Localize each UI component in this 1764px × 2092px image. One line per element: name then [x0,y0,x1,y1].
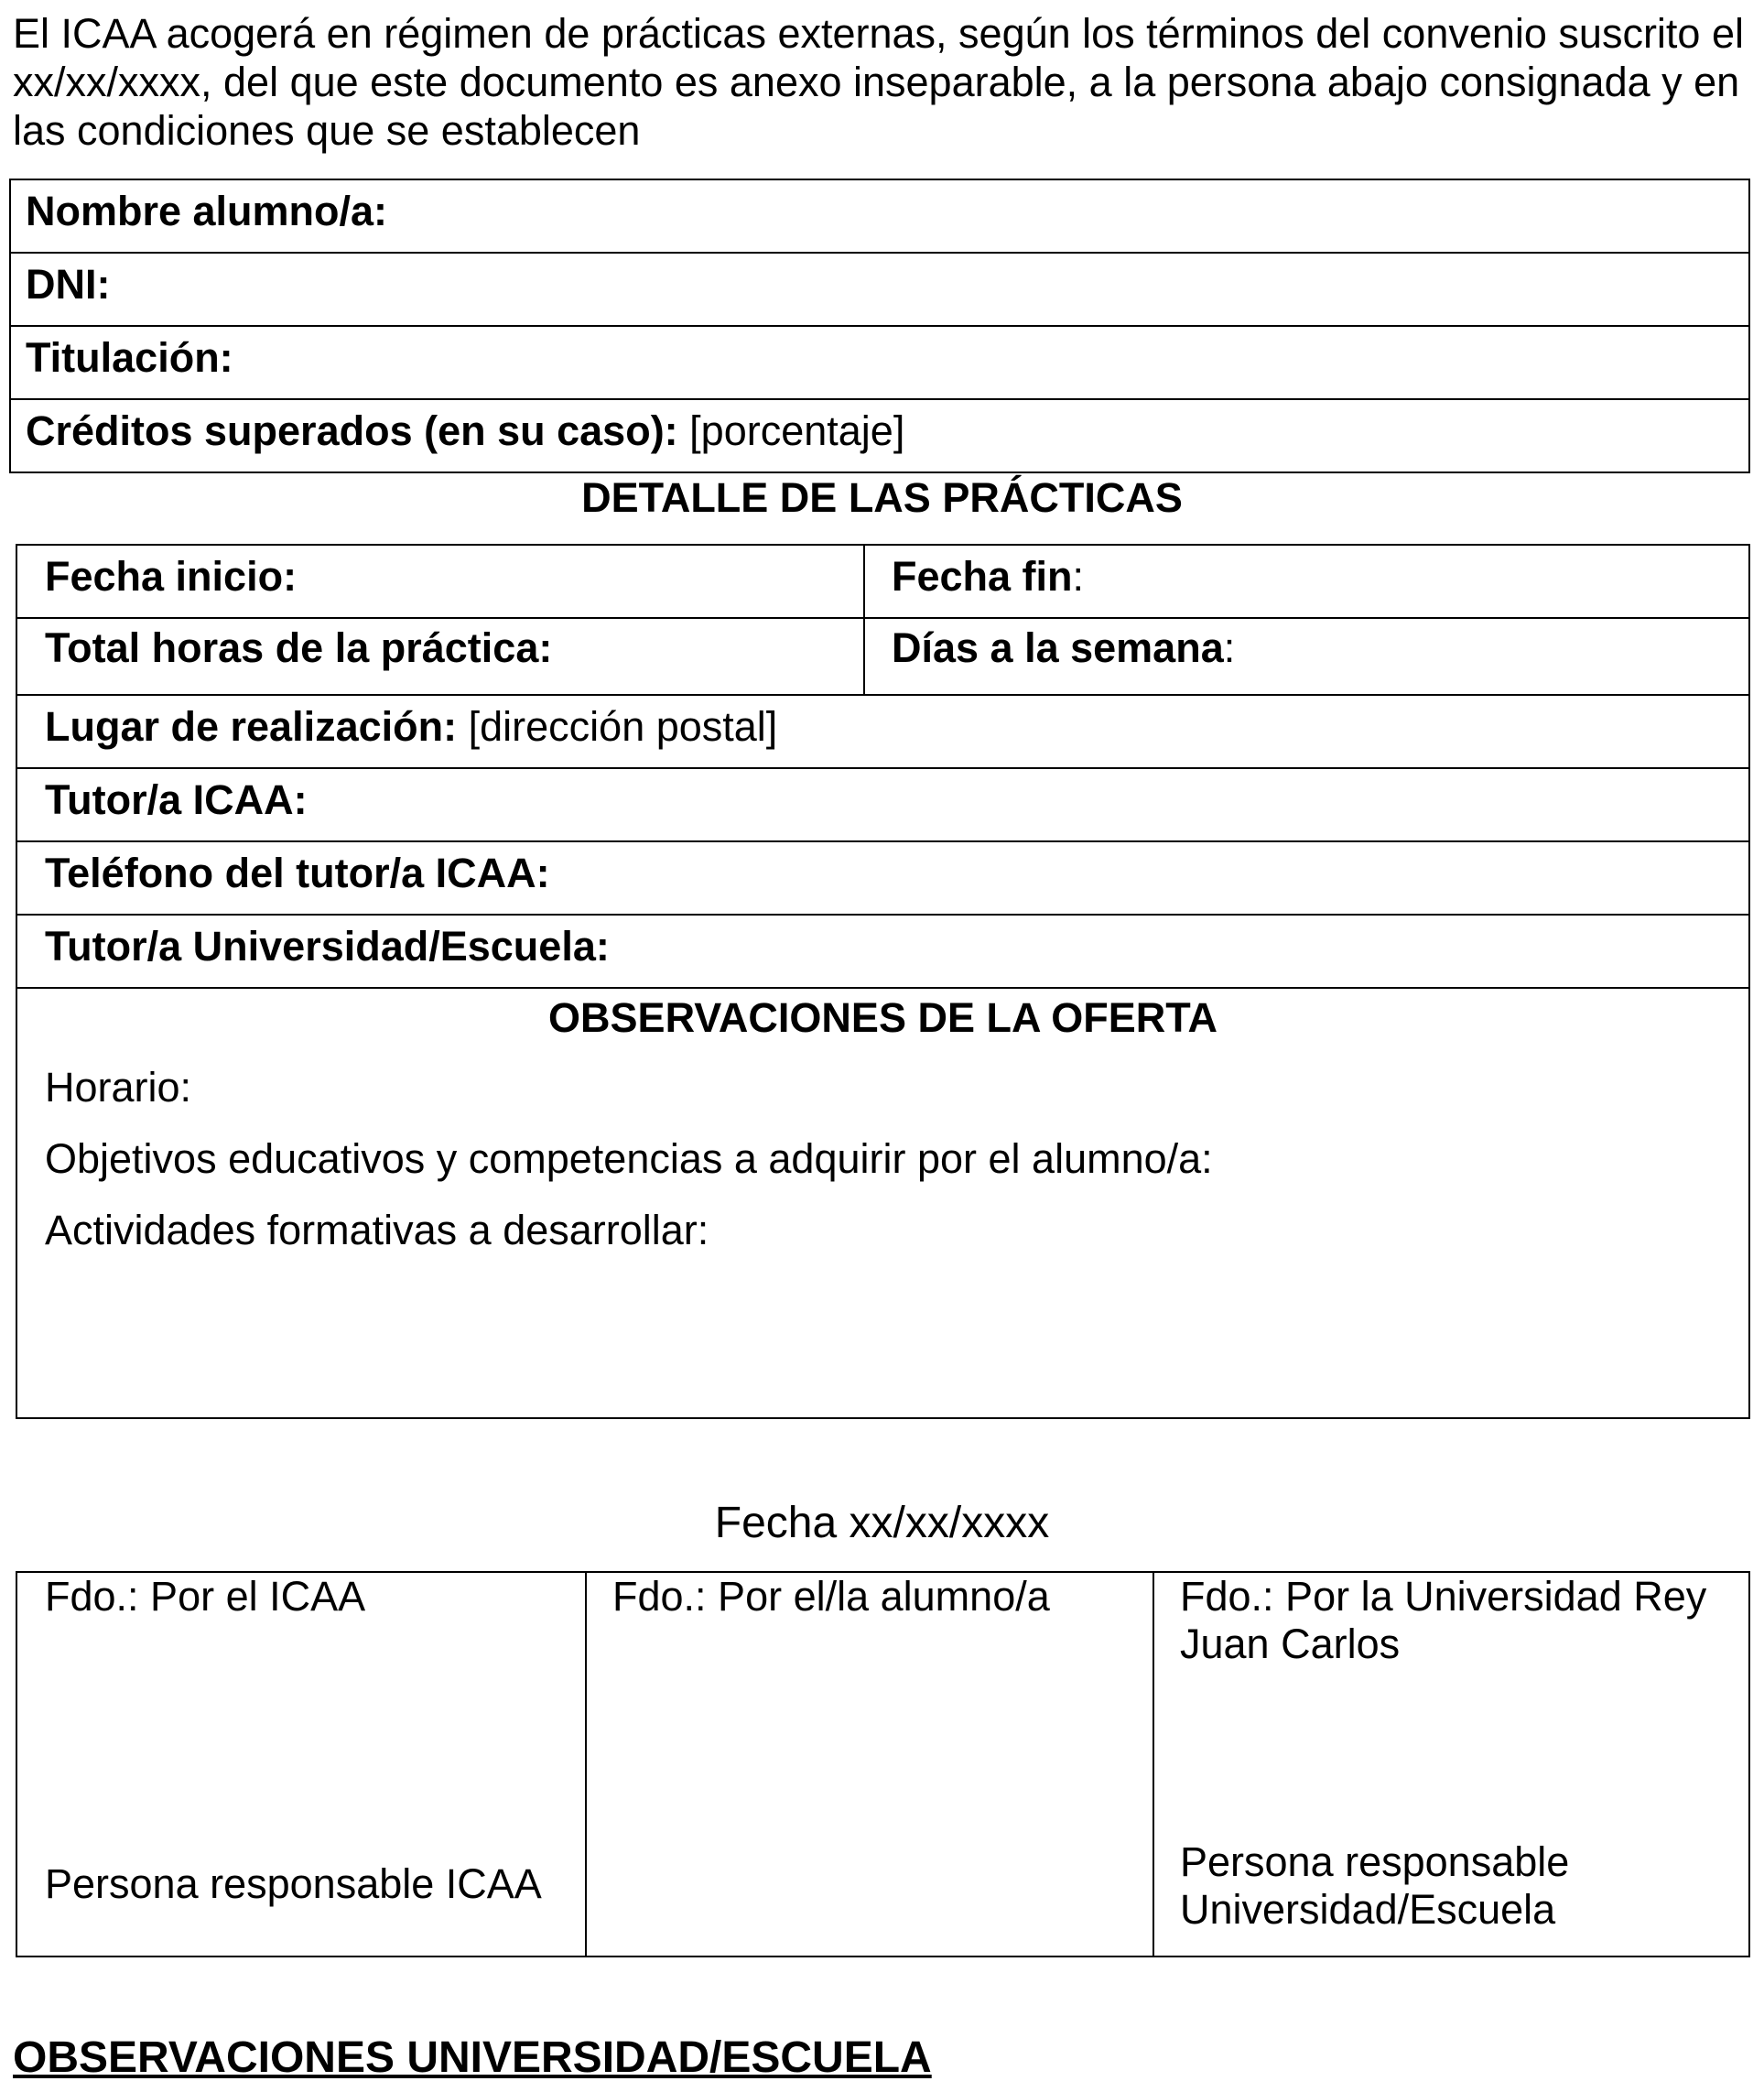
days-colon: : [1223,624,1236,671]
details-table [16,544,1750,1419]
student-signature-cell [585,1573,1153,1956]
details-title: DETALLE DE LAS PRÁCTICAS [581,474,1183,521]
tutor-icaa-row [17,769,1748,842]
university-signature-label: Fdo.: Por la Universidad Rey Juan Carlos [1180,1573,1707,1667]
tutor-university-row [17,916,1748,989]
student-name-label: Nombre alumno/a: [26,188,388,234]
icaa-responsible-label: Persona responsable ICAA [45,1860,542,1907]
place-label: Lugar de realización: [45,703,458,750]
student-degree-label: Titulación: [26,334,233,381]
student-degree-row [11,327,1748,400]
details-column-divider [863,546,865,696]
date-line: Fecha xx/xx/xxxx [714,1499,1050,1547]
icaa-signature-label: Fdo.: Por el ICAA [45,1573,366,1620]
student-name-row [11,180,1748,254]
hours-row [17,619,1748,696]
intro-paragraph: El ICAA acogerá en régimen de prácticas externas, según los términos del convenio suscrito el xx/xx/xxxx, del que este documento es anexo inseparable, a la persona abajo consignada y en las condiciones que se establecen [13,10,1744,154]
student-table [9,179,1750,473]
end-date-label: Fecha fin [892,553,1073,600]
student-dni-label: DNI: [26,261,111,308]
university-observations-title: OBSERVACIONES UNIVERSIDAD/ESCUELA [13,2033,932,2082]
observations-title: OBSERVACIONES DE LA OFERTA [548,994,1217,1041]
tutor-university-label: Tutor/a Universidad/Escuela: [45,923,610,970]
student-dni-row [11,254,1748,327]
student-credits-row [11,400,1748,473]
signatures-table [16,1571,1750,1957]
tutor-phone-row [17,842,1748,916]
student-credits-label: Créditos superados (en su caso): [26,407,678,454]
place-value: [dirección postal] [457,703,778,750]
university-signature-cell [1153,1573,1748,1956]
observations-cell [17,989,1748,1417]
student-credits-value: [porcentaje] [677,407,905,454]
end-date-colon: : [1072,553,1085,600]
icaa-signature-cell [17,1573,585,1956]
place-row [17,696,1748,769]
dates-row [17,546,1748,619]
days-per-week-label: Días a la semana [892,624,1224,671]
university-responsible-label: Persona responsable Universidad/Escuela [1180,1838,1570,1933]
tutor-phone-label: Teléfono del tutor/a ICAA: [45,850,550,896]
total-hours-label: Total horas de la práctica: [45,624,553,671]
start-date-label: Fecha inicio: [45,553,298,600]
objectives-label: Objetivos educativos y competencias a adquirir por el alumno/a: [45,1135,1213,1182]
tutor-icaa-label: Tutor/a ICAA: [45,776,308,823]
student-signature-label: Fdo.: Por el/la alumno/a [612,1573,1050,1620]
activities-label: Actividades formativas a desarrollar: [45,1207,709,1253]
schedule-label: Horario: [45,1064,192,1111]
